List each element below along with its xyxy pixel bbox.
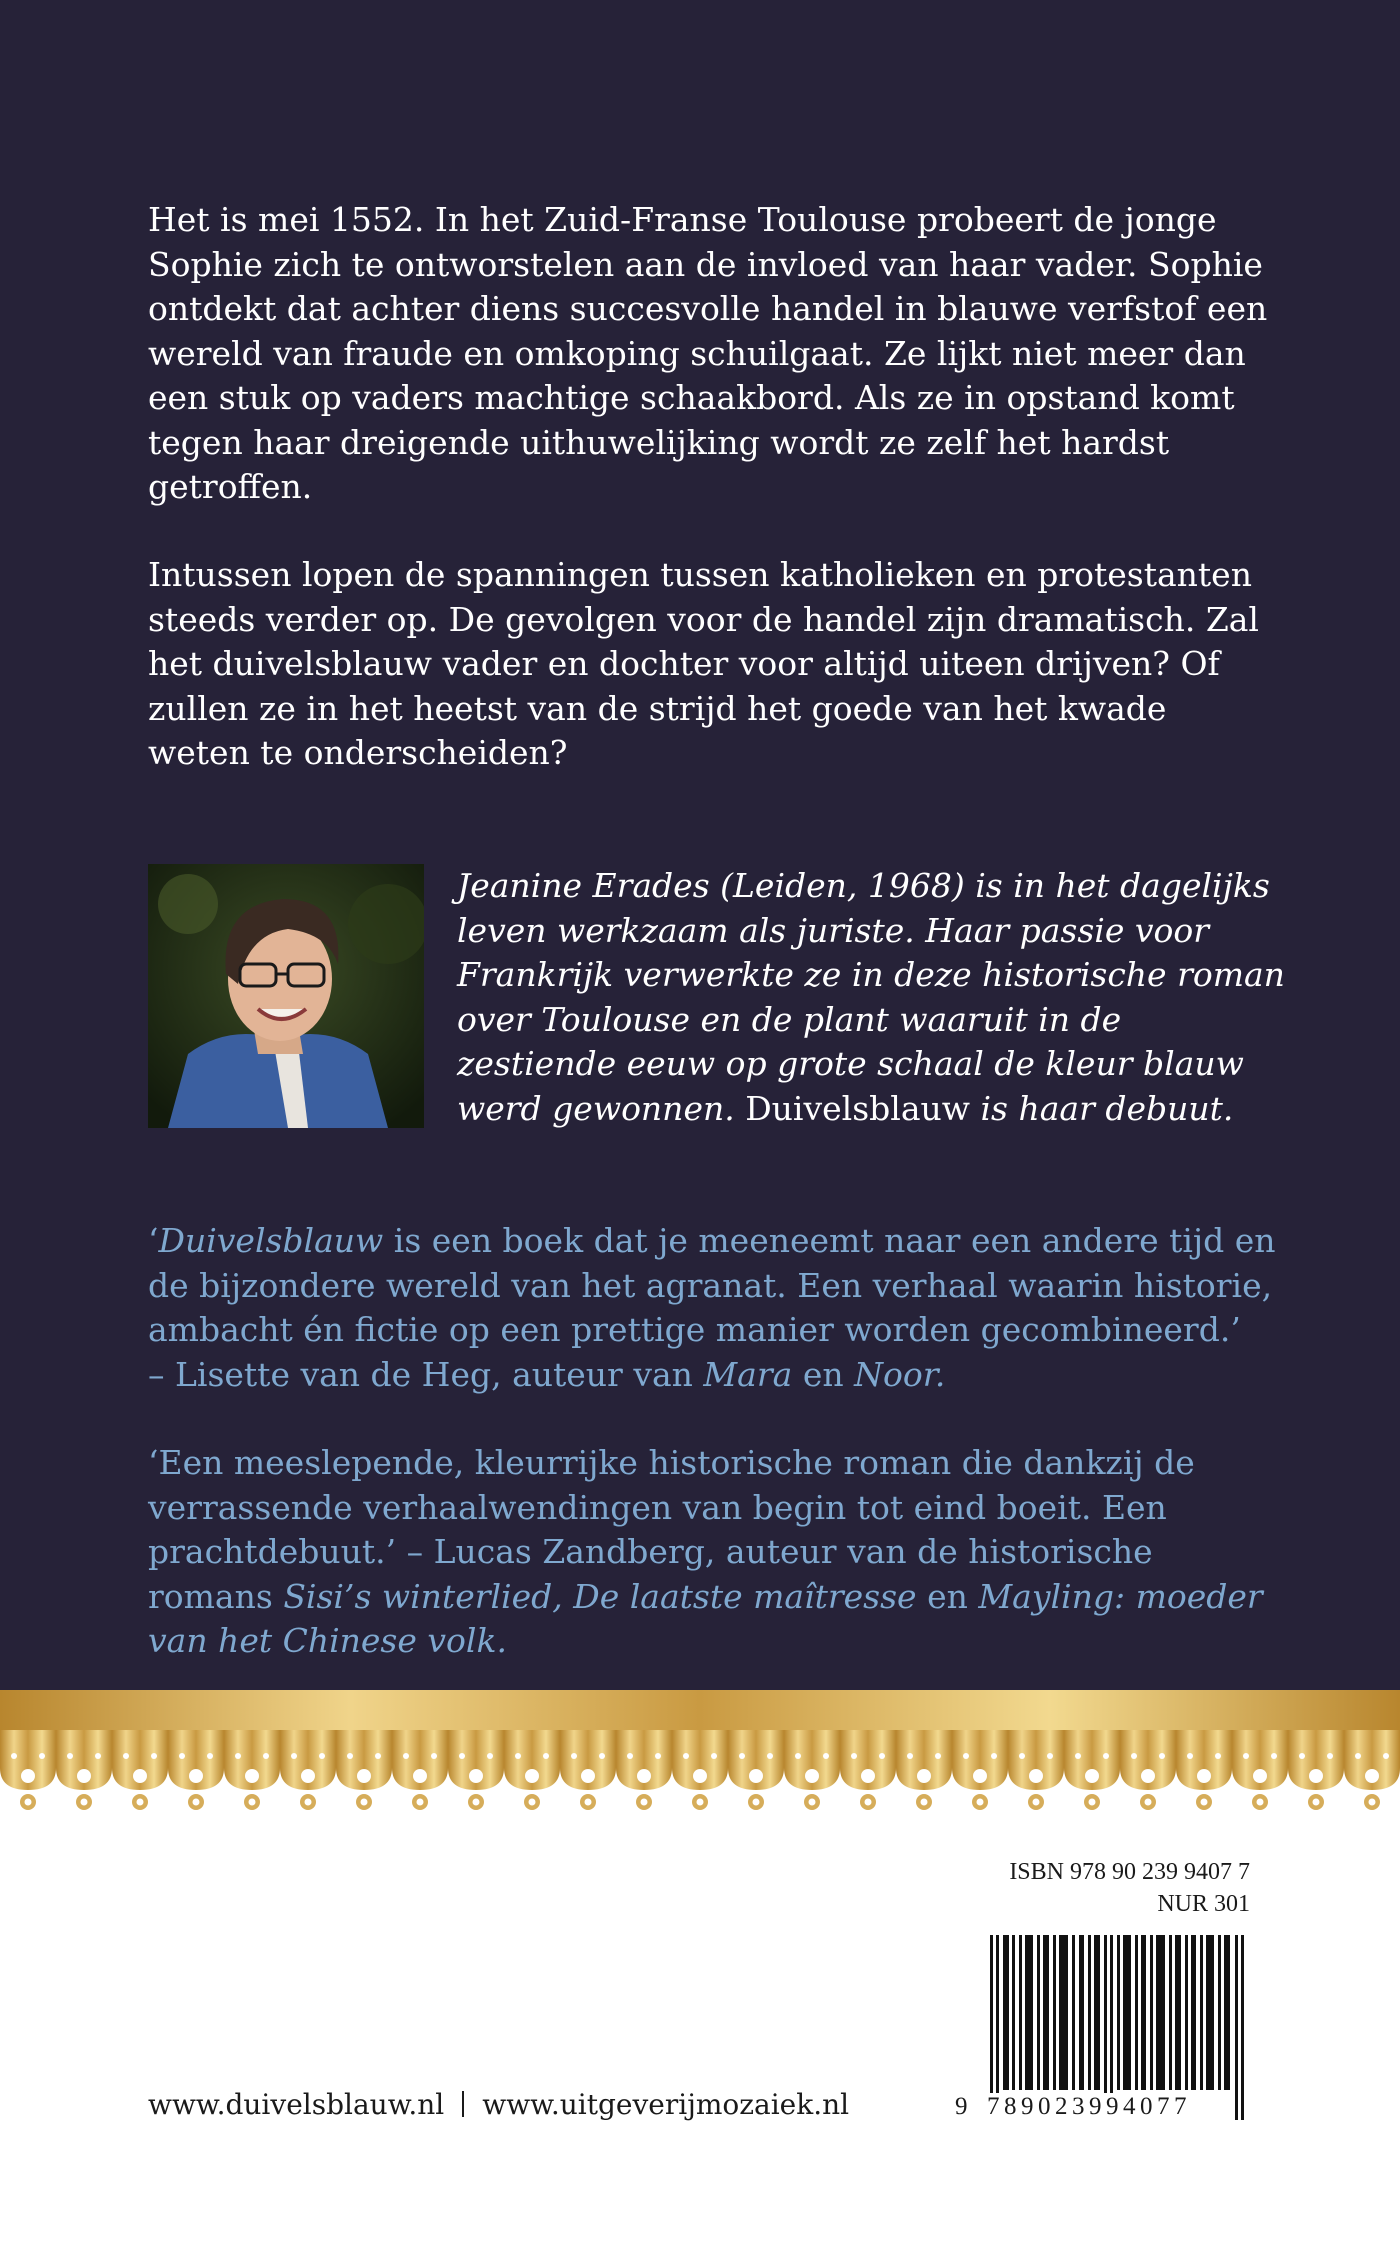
blurb-paragraph-2: Intussen lopen de spanningen tussen katholieken en protestanten steeds verder op. De gevolgen voor de handel zijn dramatisch. Zal het duivelsblauw vader en dochter voor altijd uiteen drijven? Of zullen ze in het heetst van de strijd het goede van het kwade weten te onderscheiden? [148, 555, 1259, 772]
author-bio-text: Jeanine Erades (Leiden, 1968) is in het dagelijks leven werkzaam als juriste. Haar passie voor Frankrijk verwerkte ze in deze historische roman over Toulouse en de plant waaruit in de zestiende eeuw op grote schaal de kleur blauw werd gewonnen. [457, 866, 1285, 1128]
separator [462, 2091, 464, 2117]
quote-1-attribution: – Lisette van de Heg, auteur van [148, 1354, 693, 1394]
quote-2-books: Sisi’s winterlied, De laatste maîtresse [283, 1576, 917, 1616]
quote-2-book-3: Mayling: moeder van het Chinese volk. [148, 1576, 1263, 1660]
blurb-paragraph-1: Het is mei 1552. In het Zuid-Franse Toulouse probeert de jonge Sophie zich te ontworstelen aan de invloed van haar vader. Sophie ontdekt dat achter diens succesvolle handel in blauwe verfstof een wereld van fraude en omkoping schuilgaat. Ze lijkt niet meer dan een stuk op vaders machtige schaakbord. Als ze in opstand komt tegen haar dreigende uithuwelijking wordt ze zelf het hardst getroffen. [148, 200, 1268, 506]
quote-2-text: ‘Een meeslepende, kleurrijke historische roman die dankzij de verrassende verhaalwendingen van begin tot eind boeit. Een prachtdebuut.’ – Lucas Zandberg, auteur van de historische romans [148, 1443, 1195, 1616]
quote-1-book-1: Mara [703, 1354, 793, 1394]
author-photo-image [148, 864, 424, 1128]
quote-2 [148, 1441, 1278, 1664]
website-uitgeverij-link[interactable]: www.uitgeverijmozaiek.nl [482, 2088, 850, 2121]
websites [148, 2088, 849, 2121]
quote-1-title: Duivelsblauw [158, 1221, 384, 1260]
author-bio-end: is haar debuut. [980, 1088, 1234, 1128]
gold-lace-border [0, 1690, 1400, 1820]
nur: NUR 301 [1157, 1891, 1250, 1917]
website-duivelsblauw-link[interactable]: www.duivelsblauw.nl [148, 2088, 445, 2121]
quote-1-text: is een boek dat je meeneemt naar een andere tijd en de bijzondere wereld van het agranat. Een verhaal waarin historie, ambacht én fictie op een prettige manier worden gecombineerd.’ [148, 1221, 1276, 1349]
isbn-block [940, 1856, 1250, 1920]
author-bio-title: Duivelsblauw [745, 1088, 970, 1128]
quote-1: ‘Duivelsblauw is een boek dat je meeneemt naar een andere tijd en de bijzondere wereld van het agranat. Een verhaal waarin historie, ambacht én fictie op een prettige manier worden gecombineerd.’ – Lisette van de Heg, auteur van Mara en Noor. [148, 1221, 1276, 1394]
quote-2-and: en [927, 1576, 968, 1616]
quote-1-and: en [802, 1354, 844, 1394]
author-photo [148, 864, 424, 1128]
barcode-first-digit: 9 [955, 2093, 968, 2120]
quote-1-book-2: Noor. [854, 1354, 946, 1394]
author-bio [457, 864, 1287, 1131]
barcode-digits: 789023994077 [987, 2093, 1191, 2120]
isbn: ISBN 978 90 239 9407 7 [1009, 1859, 1250, 1885]
